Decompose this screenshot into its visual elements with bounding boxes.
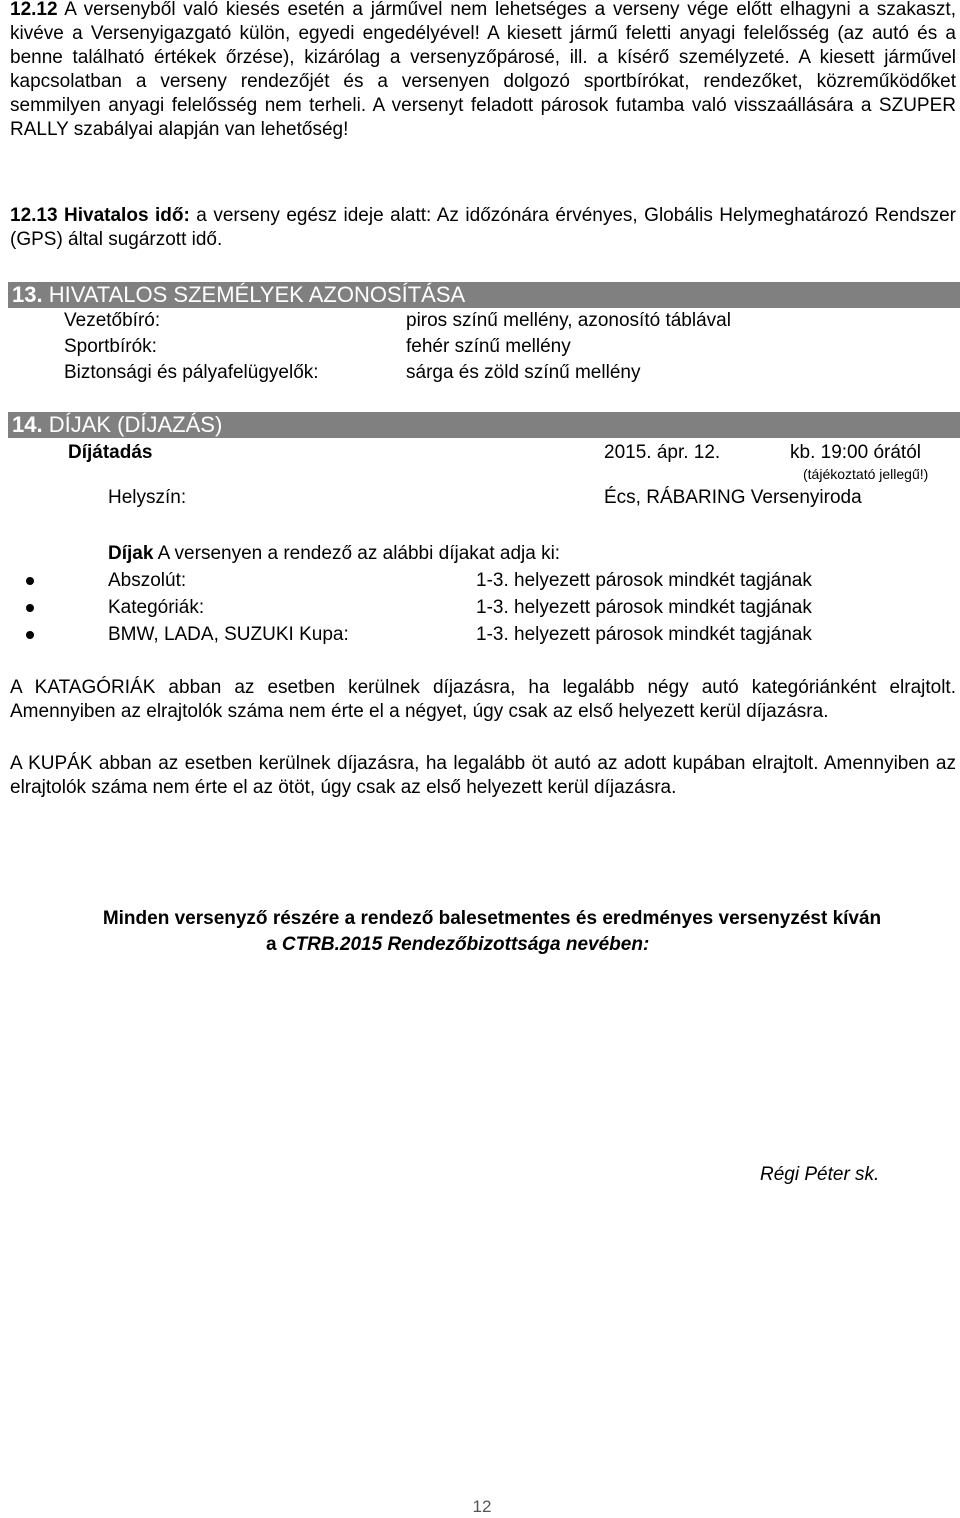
prize-label: Kategóriák: — [108, 597, 205, 618]
ceremony-note: (tájékoztató jellegű!) — [803, 466, 929, 482]
closing-prefix: a — [266, 934, 277, 955]
categories-paragraph: A KATAGÓRIÁK abban az esetben kerülnek díjazásra, ha legalább négy autó kategóriánként elrajtolt. Amennyiben az elrajtolók száma nem érte el a négyet, úgy csak az első helyezett kerül díjazásra. — [10, 677, 956, 722]
venue-label: Helyszín: — [108, 487, 187, 508]
section-number: 12.13 — [10, 205, 58, 226]
section-text: a verseny egész ideje alatt: Az időzónára érvényes, Globális Helymeghatározó Rendszer (GPS) által sugárzott idő. — [10, 205, 957, 250]
section-number: 12.12 — [10, 0, 58, 20]
prize-label: Abszolút: — [108, 570, 187, 591]
page-number: 12 — [472, 1497, 492, 1516]
closing-committee: CTRB.2015 Rendezőbizottsága nevében: — [281, 934, 650, 955]
prize-label: BMW, LADA, SUZUKI Kupa: — [108, 624, 349, 645]
official-label: Biztonsági és pályafelügyelők: — [64, 362, 319, 383]
official-value: sárga és zöld színű mellény — [406, 362, 641, 383]
prizes-intro-line — [108, 541, 560, 567]
signature: Régi Péter sk. — [760, 1164, 880, 1185]
prize-value: 1-3. helyezett párosok mindkét tagjának — [476, 597, 812, 618]
venue-value: Écs, RÁBARING Versenyiroda — [604, 487, 862, 508]
official-label: Vezetőbíró: — [64, 310, 161, 331]
section-13-heading — [8, 282, 960, 308]
closing-line-2 — [0, 932, 960, 958]
official-value: piros színű mellény, azonosító táblával — [406, 310, 731, 331]
official-label: Sportbírók: — [64, 336, 157, 357]
ceremony-time: kb. 19:00 órától — [790, 442, 921, 463]
section-12-12 — [10, 0, 956, 142]
section-title: HIVATALOS SZEMÉLYEK AZONOSÍTÁSA — [48, 282, 466, 307]
section-12-13 — [10, 204, 956, 252]
section-number: 14. — [12, 412, 43, 437]
bullet-icon — [26, 604, 34, 612]
prize-value: 1-3. helyezett párosok mindkét tagjának — [476, 570, 812, 591]
section-number: 13. — [12, 282, 43, 307]
prizes-intro: A versenyen a rendező az alábbi díjakat adja ki: — [157, 543, 561, 564]
prize-value: 1-3. helyezett párosok mindkét tagjának — [476, 624, 812, 645]
section-14-heading — [8, 412, 960, 438]
section-title: DÍJAK (DÍJAZÁS) — [48, 412, 223, 437]
closing-message — [0, 906, 960, 958]
cups-paragraph: A KUPÁK abban az esetben kerülnek díjazásra, ha legalább öt autó az adott kupában elrajtolt. Amennyiben az elrajtolók száma nem érte el az ötöt, úgy csak az első helyezett kerül díjazásra. — [10, 753, 956, 798]
official-value: fehér színű mellény — [406, 336, 571, 357]
bullet-icon — [26, 631, 34, 639]
section-title: Hivatalos idő: — [64, 205, 190, 226]
closing-line-1: Minden versenyző részére a rendező balesetmentes és eredményes versenyzést kíván — [102, 908, 882, 929]
bullet-icon — [26, 577, 34, 585]
section-text: A versenyből való kiesés esetén a járművel nem lehetséges a verseny vége előtt elhagyni a szakaszt, kivéve a Versenyigazgató külön, egyedi engedélyével! A kiesett jármű feletti anyagi felelősség (az autó és a benne található értékek őrzése), kizárólag a versenyzőpárosé, ill. a kísérő személyzeté. A kiesett járművel kapcsolatban a verseny rendezőjét és a versenyen dolgozó sportbírókat, rendezőket, közreműködőket semmilyen anyagi felelősség nem terheli. A versenyt feladott párosok futamba való visszaállására a SZUPER RALLY szabályai alapján van lehetőség! — [10, 0, 956, 140]
prizes-label: Díjak — [108, 543, 154, 564]
ceremony-date: 2015. ápr. 12. — [604, 442, 721, 463]
ceremony-label: Díjátadás — [68, 442, 153, 463]
